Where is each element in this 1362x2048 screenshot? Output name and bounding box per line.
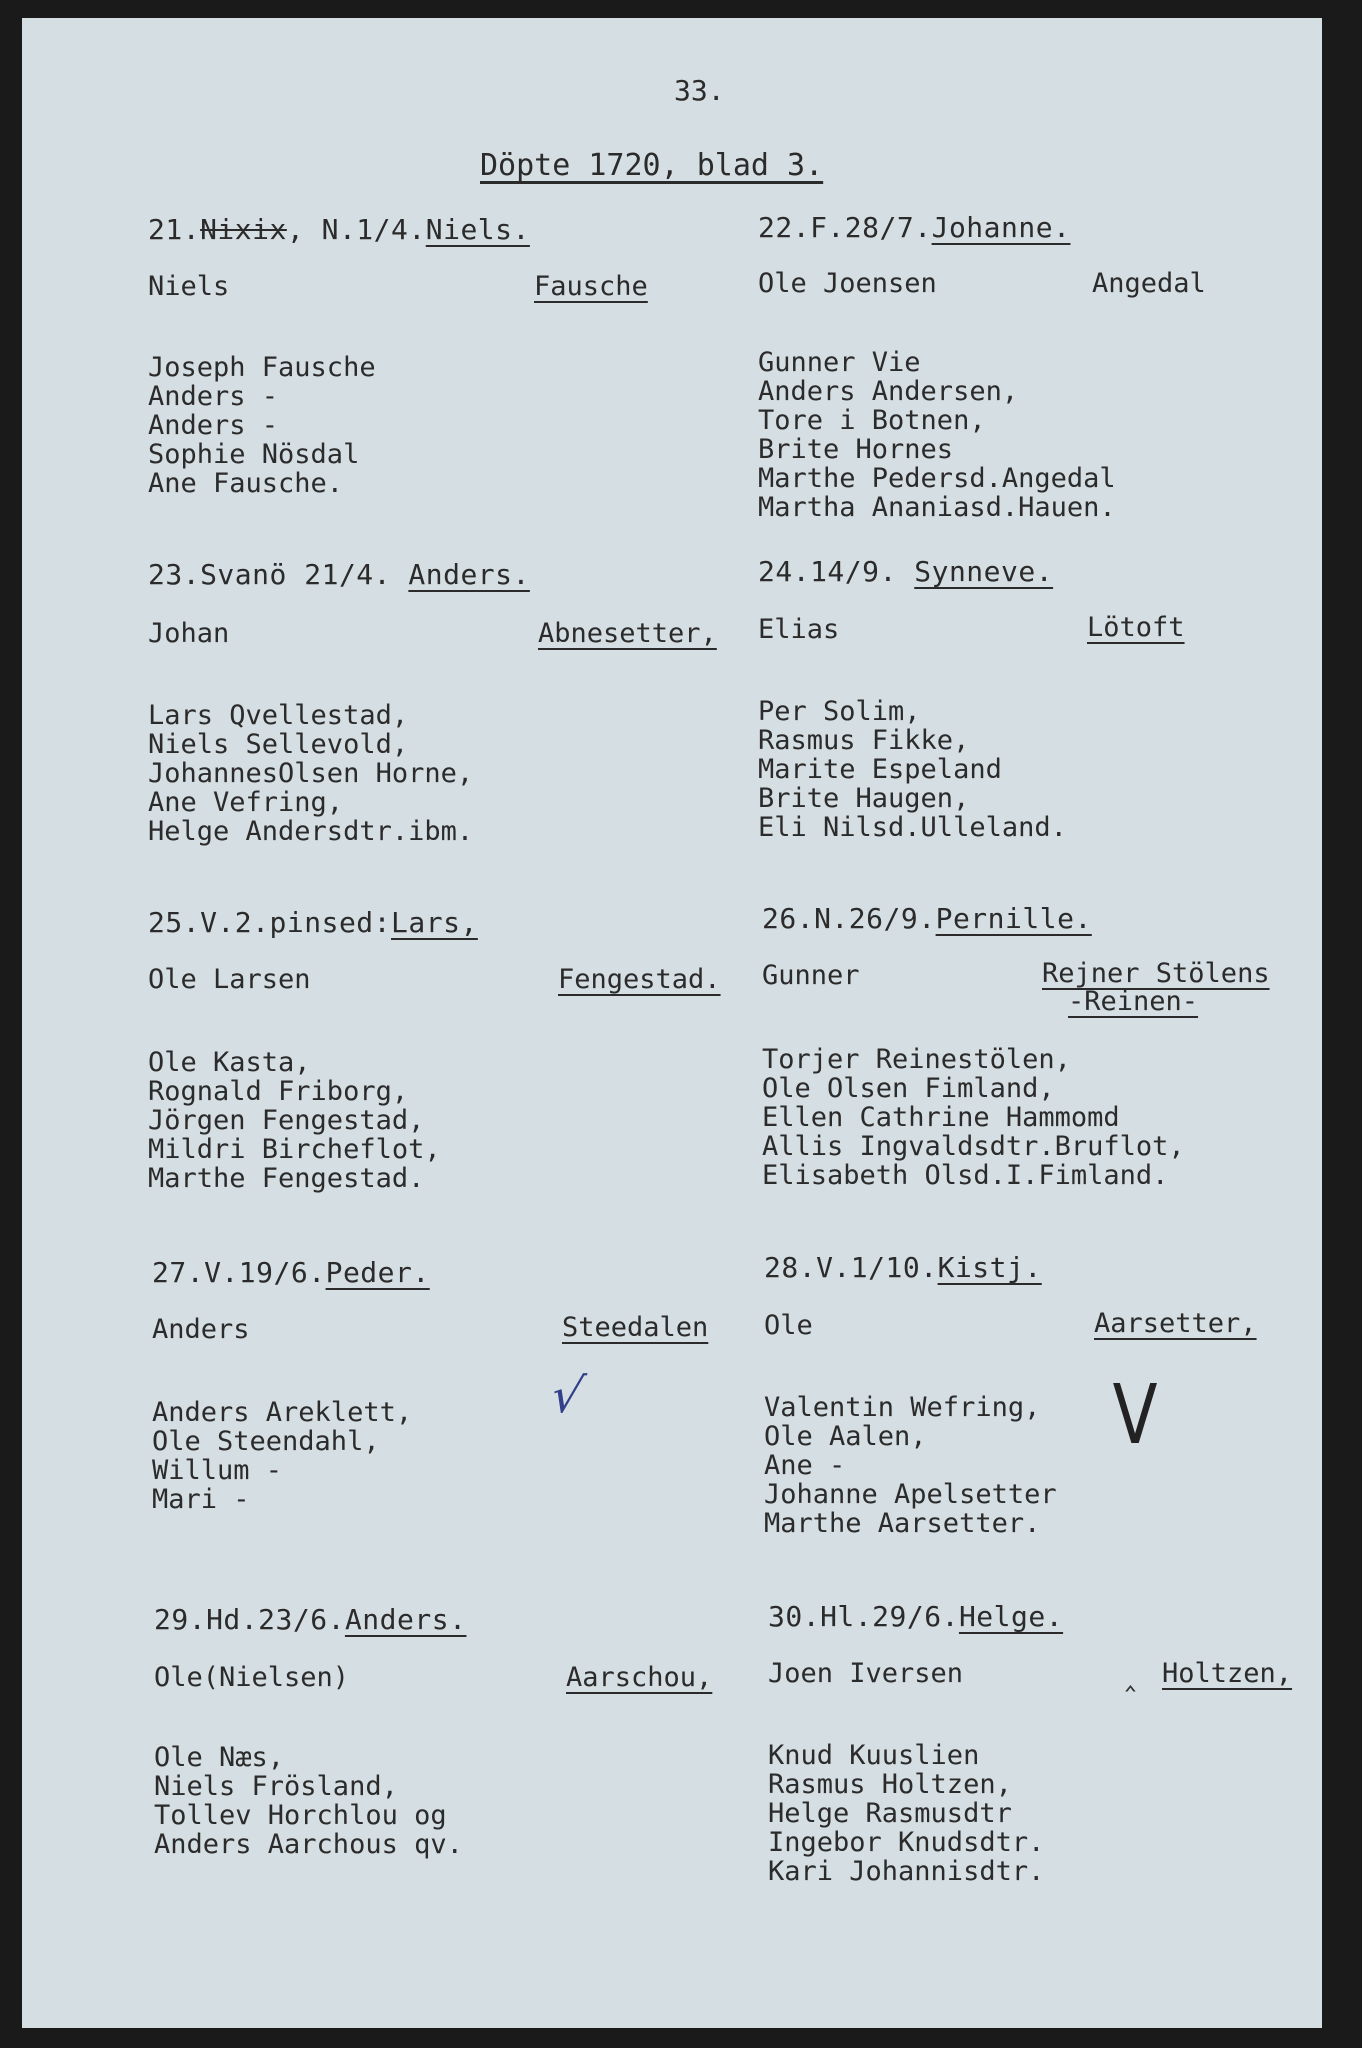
child-name: Johanne. [931, 211, 1071, 244]
child-name: Anders. [408, 558, 530, 591]
sponsor-list [758, 697, 1067, 842]
check-mark-icon: V [1112, 1368, 1158, 1463]
sponsor: Anders Andersen, [758, 376, 1019, 407]
father-name: Gunner [762, 960, 860, 991]
entry-date: Hd.23/6. [206, 1603, 345, 1636]
child-name: Synneve. [914, 555, 1054, 588]
sponsor: Ole Kasta, [148, 1047, 311, 1078]
entry-number: 29. [154, 1603, 207, 1636]
page-title: Döpte 1720, blad 3. [480, 148, 824, 183]
sponsor: Niels Frösland, [154, 1771, 398, 1802]
entry-date: 14/9. [810, 555, 897, 588]
father-name: Anders [152, 1314, 250, 1345]
child-name: Pernille. [935, 902, 1092, 935]
sponsor: Johanne Apelsetter [764, 1479, 1057, 1510]
farm-name: Aarsetter, [1094, 1308, 1257, 1339]
entry-number: 23. [148, 558, 201, 591]
sponsor: Helge Rasmusdtr [768, 1798, 1012, 1829]
entry-heading [764, 1251, 1042, 1284]
father-name: Ole(Nielsen) [154, 1662, 350, 1693]
sponsor: Marite Espeland [758, 754, 1002, 785]
sponsor: Eli Nilsd.Ulleland. [758, 812, 1067, 843]
sponsor: Anders - [148, 381, 279, 412]
sponsor: Lars Qvellestad, [148, 700, 409, 731]
sponsor: Allis Ingvaldsdtr.Bruflot, [762, 1131, 1185, 1162]
sponsor: Torjer Reinestölen, [762, 1044, 1071, 1075]
child-name: Kistj. [937, 1251, 1042, 1284]
father-name: Ole Larsen [148, 964, 311, 995]
entry-number: 25. [148, 906, 201, 939]
sponsor: Tollev Horchlou og [154, 1800, 447, 1831]
farm-name: Aarschou, [566, 1662, 713, 1693]
sponsor: Helge Andersdtr.ibm. [148, 816, 474, 847]
sponsor: Kari Johannisdtr. [768, 1856, 1045, 1887]
father-name: Niels [148, 271, 230, 302]
entry-number: 26. [762, 902, 815, 935]
child-name: Niels. [425, 213, 530, 246]
sponsor: Anders Aarchous qv. [154, 1829, 463, 1860]
sponsor: Ellen Cathrine Hammomd [762, 1102, 1120, 1133]
sponsor: Marthe Pedersd.Angedal [758, 463, 1116, 494]
entry-number: 27. [152, 1256, 205, 1289]
entry-date: Hl.29/6. [820, 1600, 959, 1633]
sponsor: Ole Olsen Fimland, [762, 1073, 1055, 1104]
sponsor: Tore i Botnen, [758, 405, 986, 436]
sponsor: Joseph Fausche [148, 352, 376, 383]
farm-name: Abnesetter, [538, 618, 717, 649]
sponsor: Ane Vefring, [148, 787, 344, 818]
farm-name: Angedal [1092, 268, 1206, 299]
page-number: 33. [674, 74, 725, 107]
entry-date: N.26/9. [814, 902, 936, 935]
entry-date: V.19/6. [204, 1256, 326, 1289]
document-page [22, 18, 1322, 2028]
entry-date: Svanö 21/4. [200, 558, 392, 591]
entry-number: 22. [758, 211, 811, 244]
entry-date: F.28/7. [810, 211, 932, 244]
sponsor: Mari - [152, 1484, 250, 1515]
farm-name: Lötoft [1087, 612, 1185, 643]
sponsor: Martha Ananiasd.Hauen. [758, 492, 1116, 523]
sponsor: Rognald Friborg, [148, 1076, 409, 1107]
sponsor-list [768, 1741, 1044, 1886]
sponsor: Rasmus Fikke, [758, 725, 970, 756]
sponsor: Per Solim, [758, 696, 921, 727]
entry-date: V.1/10. [816, 1251, 938, 1284]
farm-name: Rejner Stölens [1042, 958, 1270, 989]
check-mark-icon: √ [546, 1368, 589, 1424]
sponsor: Valentin Wefring, [764, 1392, 1041, 1423]
sponsor: Ole Aalen, [764, 1421, 927, 1452]
sponsor: Marthe Aarsetter. [764, 1508, 1041, 1539]
child-name: Lars, [391, 906, 478, 939]
entry-heading [154, 1603, 466, 1636]
sponsor: Marthe Fengestad. [148, 1163, 425, 1194]
sponsor: Ole Steendahl, [152, 1426, 380, 1457]
entry-heading [758, 211, 1070, 244]
father-name: Johan [148, 618, 230, 649]
sponsor: Sophie Nösdal [148, 439, 360, 470]
entry-heading [758, 555, 1053, 588]
entry-heading [148, 906, 478, 939]
sponsor: Ingebor Knudsdtr. [768, 1827, 1045, 1858]
sponsor-list [762, 1045, 1185, 1190]
sponsor: Anders - [148, 410, 279, 441]
sponsor-list [758, 348, 1116, 522]
sponsor: Gunner Vie [758, 347, 921, 378]
sponsor: Mildri Bircheflot, [148, 1134, 441, 1165]
sponsor: Niels Sellevold, [148, 729, 409, 760]
sponsor: Ane Fausche. [148, 468, 344, 499]
sponsor: Anders Areklett, [152, 1397, 413, 1428]
farm-name: Fausche [534, 271, 648, 302]
sponsor-list [148, 701, 473, 846]
child-name: Helge. [958, 1600, 1064, 1633]
father-name: Elias [758, 614, 840, 645]
struck-text: Nixix [200, 213, 287, 246]
farm-note: -Reinen- [1068, 986, 1199, 1017]
farm-name: Fengestad. [558, 964, 721, 995]
sponsor: Brite Hornes [758, 434, 954, 465]
entry-number: 24. [758, 555, 811, 588]
sponsor-list [152, 1398, 412, 1514]
sponsor: Brite Haugen, [758, 783, 970, 814]
entry-heading [762, 902, 1092, 935]
entry-heading [768, 1600, 1063, 1633]
sponsor-list [764, 1393, 1057, 1538]
sponsor: Ane - [764, 1450, 846, 1481]
sponsor-list [148, 1048, 441, 1193]
entry-heading [152, 1256, 430, 1289]
entry-date: , N.1/4. [286, 213, 426, 246]
farm-name: Steedalen [562, 1312, 709, 1343]
entry-heading [148, 213, 530, 246]
father-name: Joen Iversen [768, 1658, 964, 1689]
entry-heading [148, 558, 530, 591]
sponsor: Willum - [152, 1455, 283, 1486]
sponsor: JohannesOlsen Horne, [148, 758, 474, 789]
tick-mark-icon: ‸ [1125, 1654, 1136, 1692]
entry-number: 28. [764, 1251, 817, 1284]
entry-number: 30. [768, 1600, 821, 1633]
entry-date: V.2.pinsed: [200, 906, 392, 939]
child-name: Peder. [325, 1256, 430, 1289]
child-name: Anders. [344, 1603, 467, 1636]
sponsor: Rasmus Holtzen, [768, 1769, 1012, 1800]
sponsor: Jörgen Fengestad, [148, 1105, 425, 1136]
entry-number: 21. [148, 213, 201, 246]
sponsor: Ole Næs, [154, 1742, 285, 1773]
father-name: Ole [764, 1310, 813, 1341]
farm-name: Holtzen, [1162, 1658, 1293, 1689]
sponsor: Elisabeth Olsd.I.Fimland. [762, 1160, 1169, 1191]
father-name: Ole Joensen [758, 268, 937, 299]
sponsor-list [148, 353, 376, 498]
sponsor-list [154, 1743, 463, 1859]
sponsor: Knud Kuuslien [768, 1740, 980, 1771]
